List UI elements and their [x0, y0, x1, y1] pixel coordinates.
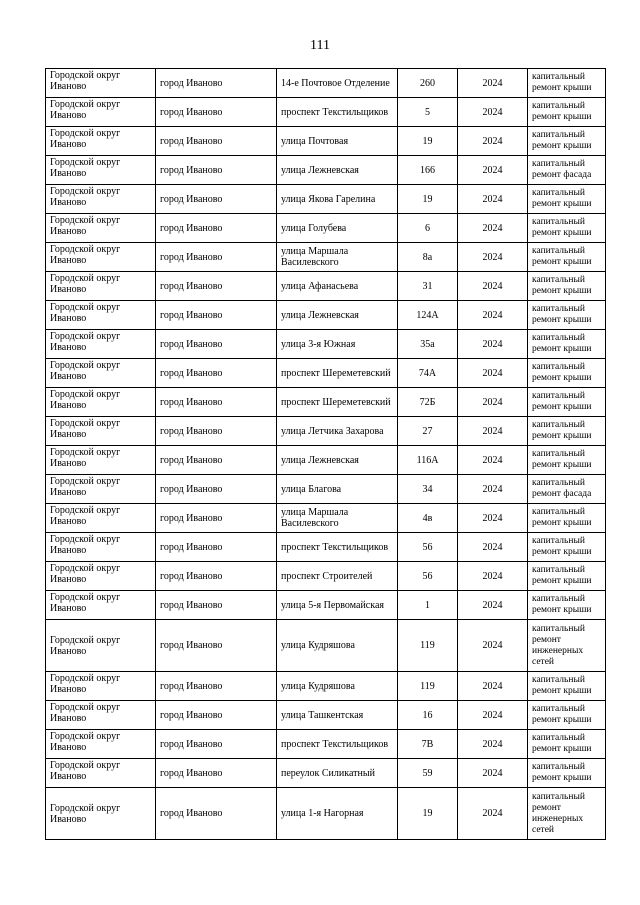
- house-number-cell: 260: [398, 69, 458, 98]
- work-type-cell: капитальный ремонт крыши: [528, 243, 606, 272]
- street-cell: улица Маршала Василевского: [277, 243, 398, 272]
- district-cell: Городской округ Иваново: [46, 730, 156, 759]
- table-row: [46, 301, 606, 330]
- house-number-cell: 56: [398, 562, 458, 591]
- work-type-cell: капитальный ремонт инженерных сетей: [528, 788, 606, 840]
- work-type-cell: капитальный ремонт крыши: [528, 69, 606, 98]
- city-cell: город Иваново: [156, 330, 277, 359]
- city-cell: город Иваново: [156, 701, 277, 730]
- street-cell: улица Лежневская: [277, 446, 398, 475]
- year-cell: 2024: [458, 156, 528, 185]
- street-cell: улица Лежневская: [277, 301, 398, 330]
- work-type-cell: капитальный ремонт крыши: [528, 562, 606, 591]
- year-cell: 2024: [458, 533, 528, 562]
- table-row: [46, 620, 606, 672]
- year-cell: 2024: [458, 388, 528, 417]
- work-type-cell: капитальный ремонт крыши: [528, 127, 606, 156]
- year-cell: 2024: [458, 127, 528, 156]
- city-cell: город Иваново: [156, 388, 277, 417]
- work-type-cell: капитальный ремонт крыши: [528, 98, 606, 127]
- house-number-cell: 8а: [398, 243, 458, 272]
- year-cell: 2024: [458, 759, 528, 788]
- work-type-cell: капитальный ремонт крыши: [528, 359, 606, 388]
- house-number-cell: 72Б: [398, 388, 458, 417]
- street-cell: улица Ташкентская: [277, 701, 398, 730]
- year-cell: 2024: [458, 98, 528, 127]
- district-cell: Городской округ Иваново: [46, 127, 156, 156]
- year-cell: 2024: [458, 417, 528, 446]
- work-type-cell: капитальный ремонт крыши: [528, 701, 606, 730]
- district-cell: Городской округ Иваново: [46, 98, 156, 127]
- district-cell: Городской округ Иваново: [46, 156, 156, 185]
- work-type-cell: капитальный ремонт крыши: [528, 672, 606, 701]
- year-cell: 2024: [458, 185, 528, 214]
- table-row: [46, 533, 606, 562]
- house-number-cell: 5: [398, 98, 458, 127]
- street-cell: улица Кудряшова: [277, 620, 398, 672]
- year-cell: 2024: [458, 330, 528, 359]
- district-cell: Городской округ Иваново: [46, 672, 156, 701]
- house-number-cell: 119: [398, 620, 458, 672]
- table-row: [46, 562, 606, 591]
- year-cell: 2024: [458, 446, 528, 475]
- district-cell: Городской округ Иваново: [46, 185, 156, 214]
- table-row: [46, 475, 606, 504]
- table-row: [46, 417, 606, 446]
- work-type-cell: капитальный ремонт крыши: [528, 330, 606, 359]
- street-cell: улица Летчика Захарова: [277, 417, 398, 446]
- house-number-cell: 6: [398, 214, 458, 243]
- house-number-cell: 59: [398, 759, 458, 788]
- year-cell: 2024: [458, 620, 528, 672]
- house-number-cell: 19: [398, 127, 458, 156]
- table-row: [46, 504, 606, 533]
- table-row: [46, 214, 606, 243]
- year-cell: 2024: [458, 672, 528, 701]
- city-cell: город Иваново: [156, 591, 277, 620]
- table-row: [46, 446, 606, 475]
- year-cell: 2024: [458, 475, 528, 504]
- work-type-cell: капитальный ремонт крыши: [528, 730, 606, 759]
- work-type-cell: капитальный ремонт крыши: [528, 446, 606, 475]
- work-type-cell: капитальный ремонт крыши: [528, 504, 606, 533]
- district-cell: Городской округ Иваново: [46, 388, 156, 417]
- district-cell: Городской округ Иваново: [46, 272, 156, 301]
- house-number-cell: 124А: [398, 301, 458, 330]
- house-number-cell: 34: [398, 475, 458, 504]
- year-cell: 2024: [458, 591, 528, 620]
- city-cell: город Иваново: [156, 272, 277, 301]
- city-cell: город Иваново: [156, 446, 277, 475]
- street-cell: улица Афанасьева: [277, 272, 398, 301]
- work-type-cell: капитальный ремонт крыши: [528, 185, 606, 214]
- street-cell: улица Кудряшова: [277, 672, 398, 701]
- work-type-cell: капитальный ремонт фасада: [528, 156, 606, 185]
- street-cell: улица Лежневская: [277, 156, 398, 185]
- year-cell: 2024: [458, 504, 528, 533]
- district-cell: Городской округ Иваново: [46, 759, 156, 788]
- house-number-cell: 74А: [398, 359, 458, 388]
- repair-schedule-table: [45, 68, 606, 840]
- work-type-cell: капитальный ремонт крыши: [528, 214, 606, 243]
- city-cell: город Иваново: [156, 127, 277, 156]
- district-cell: Городской округ Иваново: [46, 562, 156, 591]
- year-cell: 2024: [458, 301, 528, 330]
- table-row: [46, 330, 606, 359]
- work-type-cell: капитальный ремонт крыши: [528, 591, 606, 620]
- house-number-cell: 166: [398, 156, 458, 185]
- street-cell: улица Маршала Василевского: [277, 504, 398, 533]
- district-cell: Городской округ Иваново: [46, 243, 156, 272]
- street-cell: улица Почтовая: [277, 127, 398, 156]
- work-type-cell: капитальный ремонт крыши: [528, 272, 606, 301]
- city-cell: город Иваново: [156, 672, 277, 701]
- year-cell: 2024: [458, 69, 528, 98]
- page-number: 111: [310, 38, 330, 53]
- city-cell: город Иваново: [156, 562, 277, 591]
- district-cell: Городской округ Иваново: [46, 533, 156, 562]
- district-cell: Городской округ Иваново: [46, 359, 156, 388]
- table-row: [46, 788, 606, 840]
- table-row: [46, 127, 606, 156]
- year-cell: 2024: [458, 359, 528, 388]
- street-cell: улица Голубева: [277, 214, 398, 243]
- table-row: [46, 701, 606, 730]
- street-cell: проспект Шереметевский: [277, 388, 398, 417]
- street-cell: улица 3-я Южная: [277, 330, 398, 359]
- house-number-cell: 116А: [398, 446, 458, 475]
- city-cell: город Иваново: [156, 533, 277, 562]
- district-cell: Городской округ Иваново: [46, 69, 156, 98]
- year-cell: 2024: [458, 214, 528, 243]
- district-cell: Городской округ Иваново: [46, 475, 156, 504]
- year-cell: 2024: [458, 788, 528, 840]
- year-cell: 2024: [458, 562, 528, 591]
- table-body: [46, 69, 606, 840]
- house-number-cell: 1: [398, 591, 458, 620]
- work-type-cell: капитальный ремонт крыши: [528, 417, 606, 446]
- city-cell: город Иваново: [156, 301, 277, 330]
- house-number-cell: 7В: [398, 730, 458, 759]
- year-cell: 2024: [458, 701, 528, 730]
- district-cell: Городской округ Иваново: [46, 788, 156, 840]
- work-type-cell: капитальный ремонт крыши: [528, 388, 606, 417]
- street-cell: проспект Шереметевский: [277, 359, 398, 388]
- street-cell: проспект Текстильщиков: [277, 730, 398, 759]
- city-cell: город Иваново: [156, 359, 277, 388]
- city-cell: город Иваново: [156, 417, 277, 446]
- house-number-cell: 19: [398, 185, 458, 214]
- house-number-cell: 119: [398, 672, 458, 701]
- city-cell: город Иваново: [156, 504, 277, 533]
- city-cell: город Иваново: [156, 156, 277, 185]
- table-row: [46, 672, 606, 701]
- house-number-cell: 16: [398, 701, 458, 730]
- table-row: [46, 243, 606, 272]
- street-cell: переулок Силикатный: [277, 759, 398, 788]
- table-row: [46, 156, 606, 185]
- street-cell: улица 5-я Первомайская: [277, 591, 398, 620]
- city-cell: город Иваново: [156, 759, 277, 788]
- table-row: [46, 388, 606, 417]
- table-row: [46, 359, 606, 388]
- district-cell: Городской округ Иваново: [46, 301, 156, 330]
- year-cell: 2024: [458, 243, 528, 272]
- district-cell: Городской округ Иваново: [46, 330, 156, 359]
- table-row: [46, 730, 606, 759]
- house-number-cell: 56: [398, 533, 458, 562]
- city-cell: город Иваново: [156, 788, 277, 840]
- district-cell: Городской округ Иваново: [46, 591, 156, 620]
- year-cell: 2024: [458, 272, 528, 301]
- street-cell: проспект Текстильщиков: [277, 98, 398, 127]
- city-cell: город Иваново: [156, 475, 277, 504]
- table-row: [46, 272, 606, 301]
- table-row: [46, 98, 606, 127]
- table-row: [46, 69, 606, 98]
- house-number-cell: 27: [398, 417, 458, 446]
- city-cell: город Иваново: [156, 243, 277, 272]
- street-cell: проспект Строителей: [277, 562, 398, 591]
- table-row: [46, 185, 606, 214]
- work-type-cell: капитальный ремонт фасада: [528, 475, 606, 504]
- street-cell: 14-е Почтовое Отделение: [277, 69, 398, 98]
- work-type-cell: капитальный ремонт крыши: [528, 533, 606, 562]
- street-cell: улица Благова: [277, 475, 398, 504]
- district-cell: Городской округ Иваново: [46, 446, 156, 475]
- district-cell: Городской округ Иваново: [46, 701, 156, 730]
- house-number-cell: 35а: [398, 330, 458, 359]
- year-cell: 2024: [458, 730, 528, 759]
- house-number-cell: 19: [398, 788, 458, 840]
- district-cell: Городской округ Иваново: [46, 214, 156, 243]
- house-number-cell: 31: [398, 272, 458, 301]
- city-cell: город Иваново: [156, 69, 277, 98]
- city-cell: город Иваново: [156, 185, 277, 214]
- street-cell: улица Якова Гарелина: [277, 185, 398, 214]
- district-cell: Городской округ Иваново: [46, 417, 156, 446]
- table-row: [46, 759, 606, 788]
- district-cell: Городской округ Иваново: [46, 504, 156, 533]
- district-cell: Городской округ Иваново: [46, 620, 156, 672]
- city-cell: город Иваново: [156, 620, 277, 672]
- table-row: [46, 591, 606, 620]
- work-type-cell: капитальный ремонт крыши: [528, 301, 606, 330]
- house-number-cell: 4в: [398, 504, 458, 533]
- street-cell: улица 1-я Нагорная: [277, 788, 398, 840]
- city-cell: город Иваново: [156, 214, 277, 243]
- city-cell: город Иваново: [156, 98, 277, 127]
- street-cell: проспект Текстильщиков: [277, 533, 398, 562]
- work-type-cell: капитальный ремонт крыши: [528, 759, 606, 788]
- city-cell: город Иваново: [156, 730, 277, 759]
- work-type-cell: капитальный ремонт инженерных сетей: [528, 620, 606, 672]
